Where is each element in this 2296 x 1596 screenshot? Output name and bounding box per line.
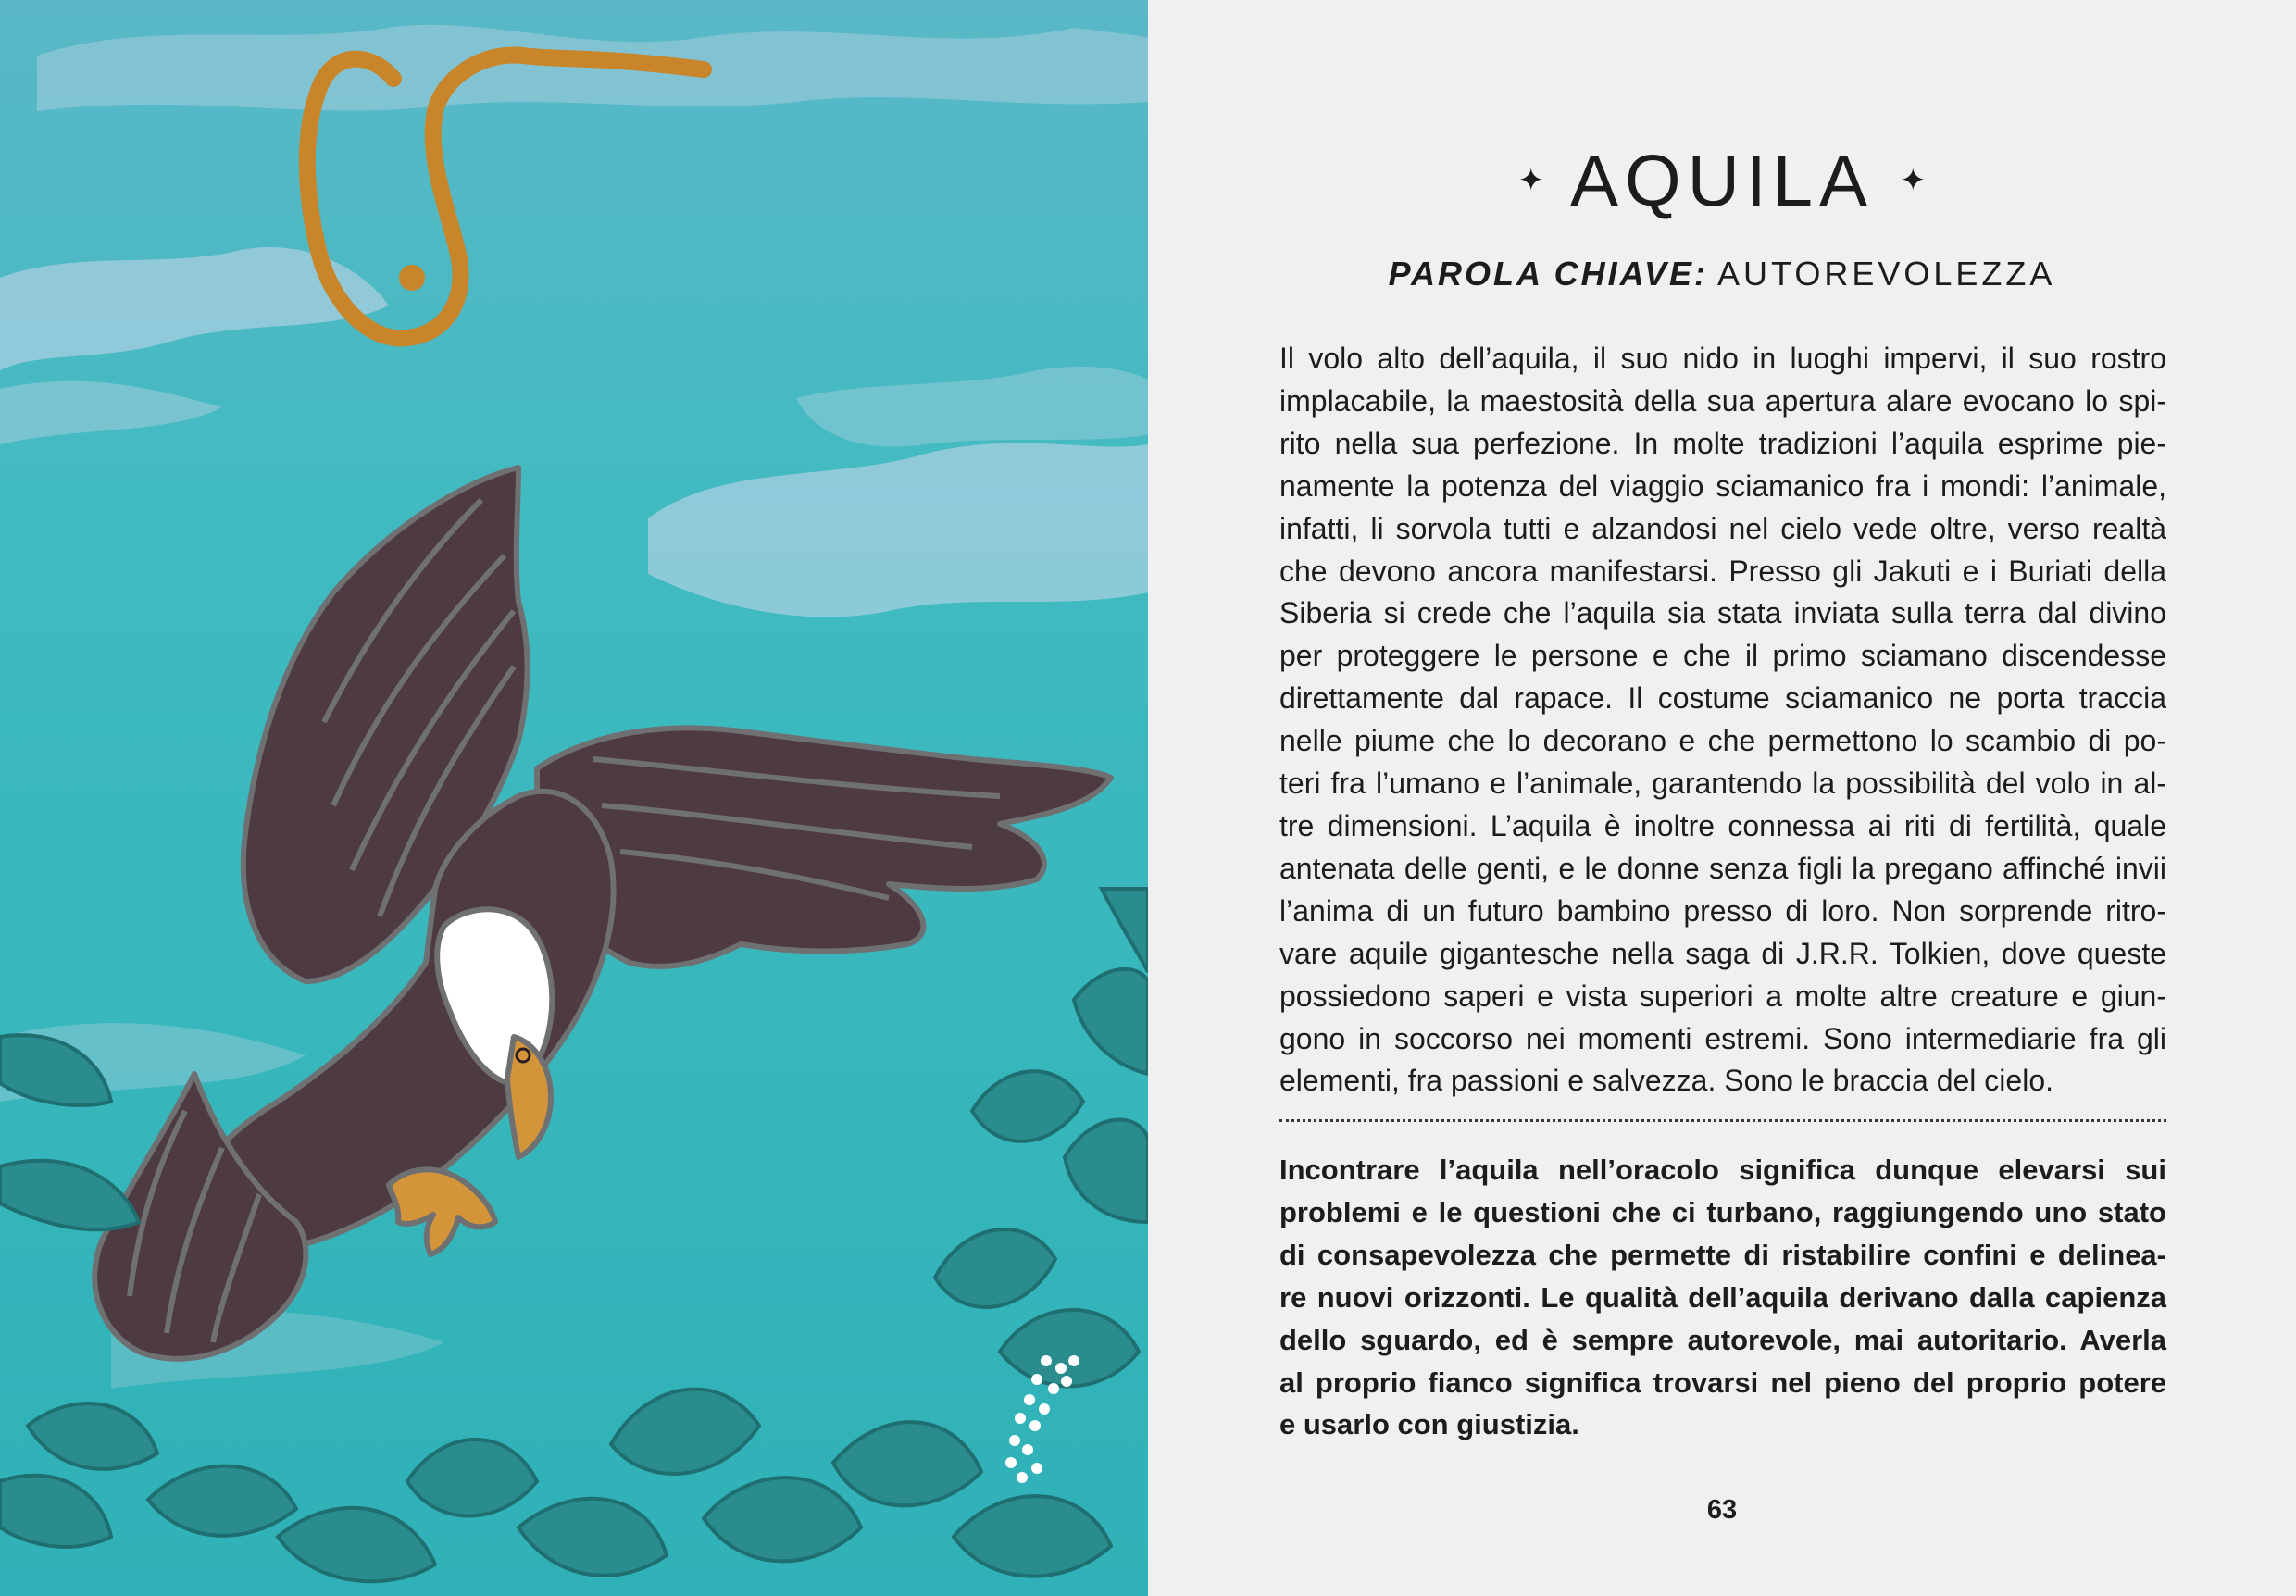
body-line: antenata delle genti, e le donne senza figli la pregano affinché invii xyxy=(1279,851,2166,885)
body-line: per proteggere le persone e che il primo sciamano discendesse xyxy=(1279,639,2166,673)
body-paragraph xyxy=(1279,338,2166,1103)
body-line: Siberia si crede che l’aquila sia stata inviata sulla terra dal divino xyxy=(1279,596,2166,630)
oracle-paragraph xyxy=(1279,1149,2166,1446)
body-line: rito nella sua perfezione. In molte tradizioni l’aquila esprime pie- xyxy=(1279,426,2166,460)
body-line: implacabile, la maestosità della sua apertura alare evocano lo spi- xyxy=(1279,383,2166,418)
sparkle-right-icon: ✦ xyxy=(1900,162,1927,199)
oracle-line-last: e usarlo con giustizia. xyxy=(1279,1408,1579,1441)
keyword-row xyxy=(1148,248,2296,300)
body-line: infatti, li sorvola tutti e alzandosi nel cielo vede oltre, verso realtà xyxy=(1279,511,2166,545)
sparkle-left-icon: ✦ xyxy=(1517,162,1544,199)
page-title: AQUILA xyxy=(1569,140,1875,221)
body-line: nelle piume che lo decorano e che permettono lo scambio di po- xyxy=(1279,724,2166,758)
symbol-dot xyxy=(399,265,425,291)
body-line: direttamente dal rapace. Il costume sciamanico ne porta traccia xyxy=(1279,681,2166,716)
body-line-last: elementi, fra passioni e salvezza. Sono le braccia del cielo. xyxy=(1279,1064,2053,1098)
oracle-line: di consapevolezza che permette di ristabilire confini e delinea- xyxy=(1279,1238,2166,1271)
oracle-line: dello sguardo, ed è sempre autorevole, mai autoritario. Averla xyxy=(1279,1323,2166,1356)
oracle-line: problemi e le questioni che ci turbano, raggiungendo uno stato xyxy=(1279,1195,2166,1228)
page-number: 63 xyxy=(1706,1495,1738,1525)
body-line: tre dimensioni. L’aquila è inoltre connessa ai riti di fertilità, quale xyxy=(1279,808,2166,842)
oracle-line: re nuovi orizzonti. Le qualità dell’aquila derivano dalla capienza xyxy=(1279,1280,2166,1314)
keyword-value: AUTOREVOLEZZA xyxy=(1716,255,2056,293)
dotted-divider xyxy=(1279,1119,2166,1122)
title-row xyxy=(1148,130,2296,231)
body-line: possiedono saperi e vista superiori a molte altre creature e giun- xyxy=(1279,979,2166,1013)
body-line: namente la potenza del viaggio sciamanico fra i mondi: l’animale, xyxy=(1279,468,2166,503)
oracle-line: al proprio fianco significa trovarsi nel pieno del proprio potere xyxy=(1279,1365,2166,1399)
body-line: che devono ancora manifestarsi. Presso gli Jakuti e i Buriati della xyxy=(1279,554,2166,588)
body-line: gono in soccorso nei momenti estremi. Sono intermediarie fra gli xyxy=(1279,1021,2166,1055)
body-line: vare aquile gigantesche nella saga di J.R.R. Tolkien, dove queste xyxy=(1279,936,2166,970)
keyword-label: PAROLA CHIAVE: xyxy=(1388,255,1708,293)
text-page xyxy=(1148,0,2296,1596)
eagle-eye xyxy=(517,1049,530,1062)
oracle-line: Incontrare l’aquila nell’oracolo significa dunque elevarsi sui xyxy=(1279,1153,2166,1186)
body-line: teri fra l’umano e l’animale, garantendo la possibilità del volo in al- xyxy=(1279,767,2166,801)
body-line: l’anima di un futuro bambino presso di loro. Non sorprende ritro- xyxy=(1279,893,2166,928)
body-line: Il volo alto dell’aquila, il suo nido in luoghi impervi, il suo rostro xyxy=(1279,342,2166,375)
